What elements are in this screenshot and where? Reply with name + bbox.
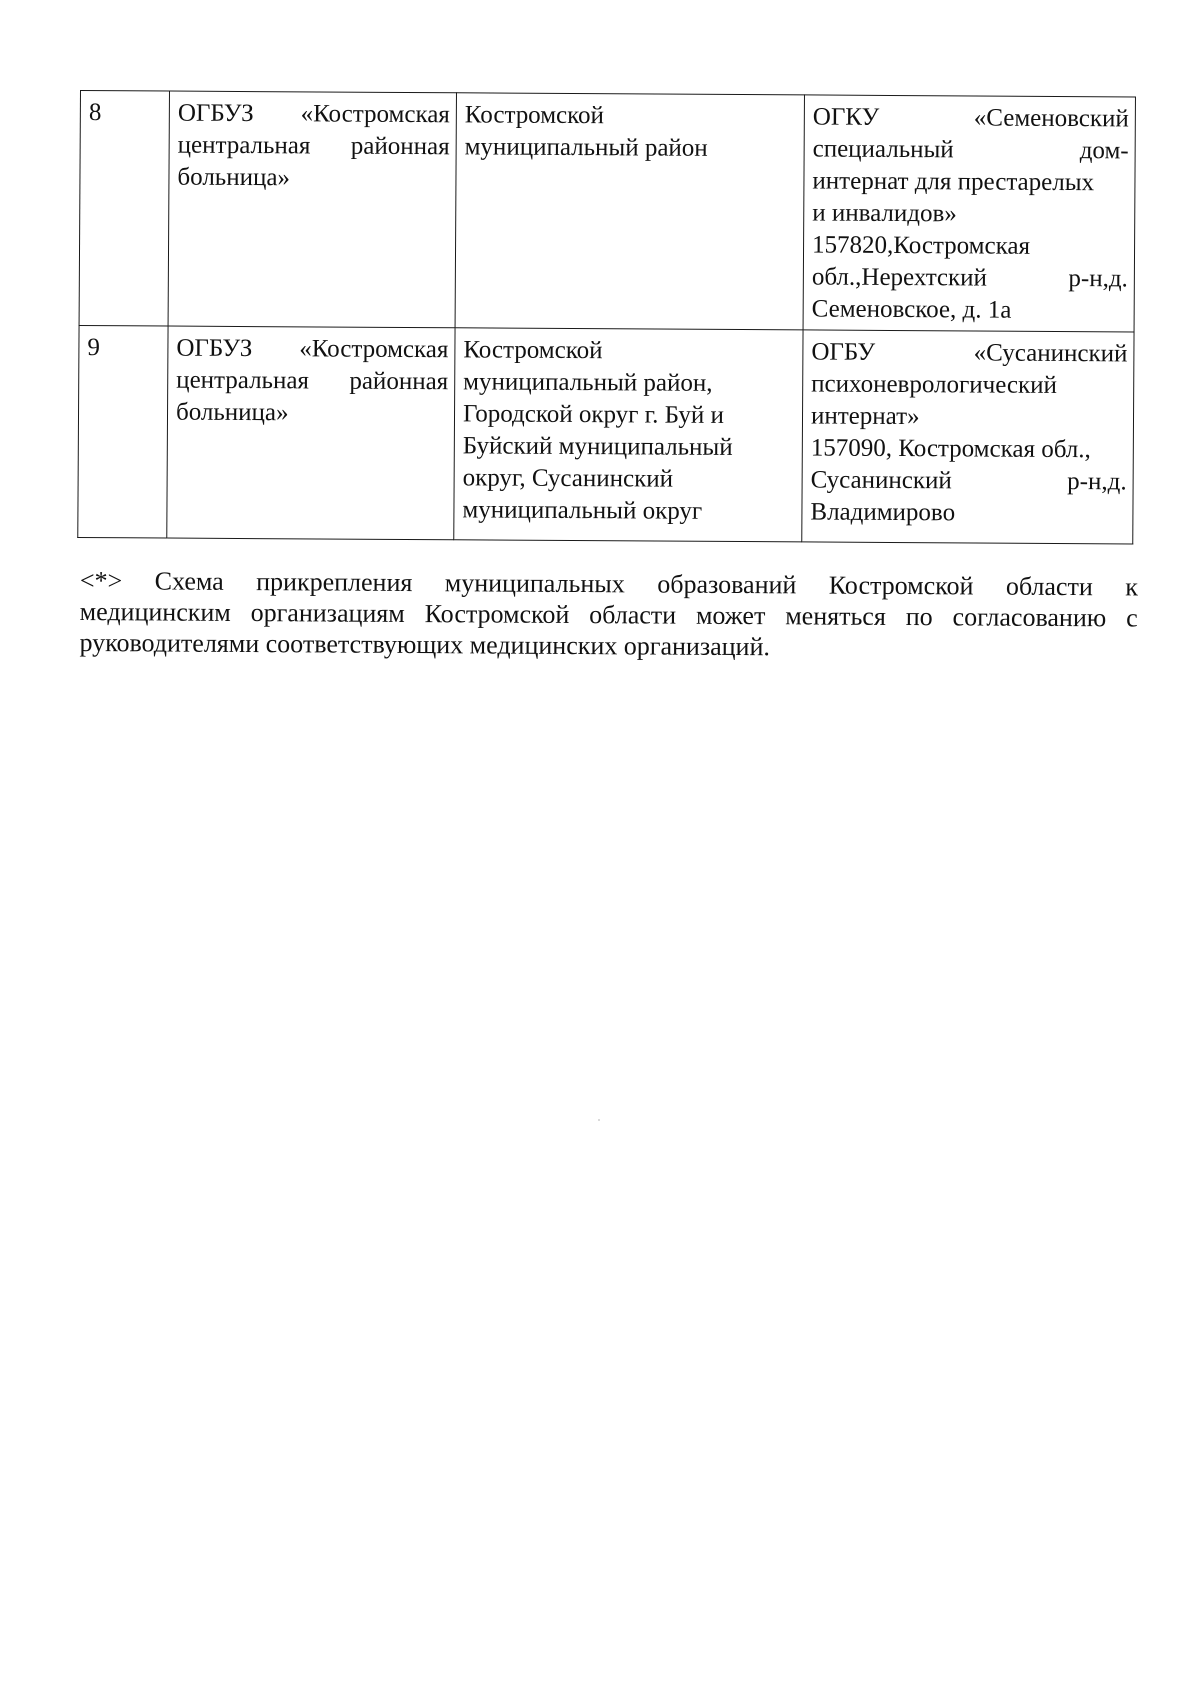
area-line: Городской округ г. Буй и <box>462 400 724 429</box>
footnote-line: <*> Схема прикрепления муниципальных образований Костромской области к <box>79 566 1138 602</box>
footnote-line: руководителями соответствующих медицинских организаций. <box>79 627 771 662</box>
organization-line: больница» <box>175 398 289 427</box>
institution-line: психоневрологический <box>811 370 1058 399</box>
footnote <box>79 565 1138 664</box>
area-line: муниципальный район, <box>463 368 713 397</box>
institution-line: интернат для престарелых <box>812 167 1095 197</box>
row-number: 8 <box>88 99 102 127</box>
area-line: округ, Сусанинский <box>462 464 674 493</box>
institution-cell <box>803 95 1135 332</box>
area-line: Костромской <box>464 101 605 130</box>
organization-line: центральная районная <box>177 131 450 161</box>
institution-line: 157090, Костромская обл., <box>810 434 1091 464</box>
scan-speck <box>598 1119 600 1121</box>
municipal-area-cell <box>454 328 803 542</box>
area-line: муниципальный район <box>464 133 708 162</box>
institution-cell <box>802 330 1134 544</box>
row-number-cell <box>79 91 169 327</box>
organization-line: ОГБУЗ «Костромская <box>177 99 450 129</box>
area-line: муниципальный округ <box>462 496 703 525</box>
institution-line: обл.,Нерехтский р-н,д. <box>811 263 1128 293</box>
table-row <box>79 91 1135 332</box>
institution-line: ОГБУ «Сусанинский <box>811 338 1128 368</box>
institution-line: 157820,Костромская <box>811 231 1031 260</box>
institution-line: ОГКУ «Семеновский <box>812 103 1129 133</box>
institution-line: Владимирово <box>810 498 956 527</box>
institution-line: Сусанинский р-н,д. <box>810 466 1127 496</box>
row-number: 9 <box>87 334 101 362</box>
institution-line: интернат» <box>810 402 920 431</box>
area-line: Костромской <box>463 336 603 365</box>
municipal-area-cell <box>455 93 804 330</box>
institution-line: специальный дом- <box>812 135 1129 165</box>
attachment-schema-table <box>77 90 1136 544</box>
table-row <box>78 325 1134 543</box>
footnote-line: медицинским организациям Костромской области может меняться по согласованию с <box>79 596 1138 633</box>
organization-line: больница» <box>177 163 291 192</box>
area-line: Буйский муниципальный <box>462 432 733 461</box>
organization-line: центральная районная <box>176 366 449 396</box>
organization-cell <box>167 326 455 540</box>
institution-line: и инвалидов» <box>812 199 957 228</box>
organization-line: ОГБУЗ «Костромская <box>176 334 449 364</box>
row-number-cell <box>78 325 168 538</box>
institution-line: Семеновское, д. 1а <box>811 295 1012 324</box>
organization-cell <box>168 91 456 328</box>
